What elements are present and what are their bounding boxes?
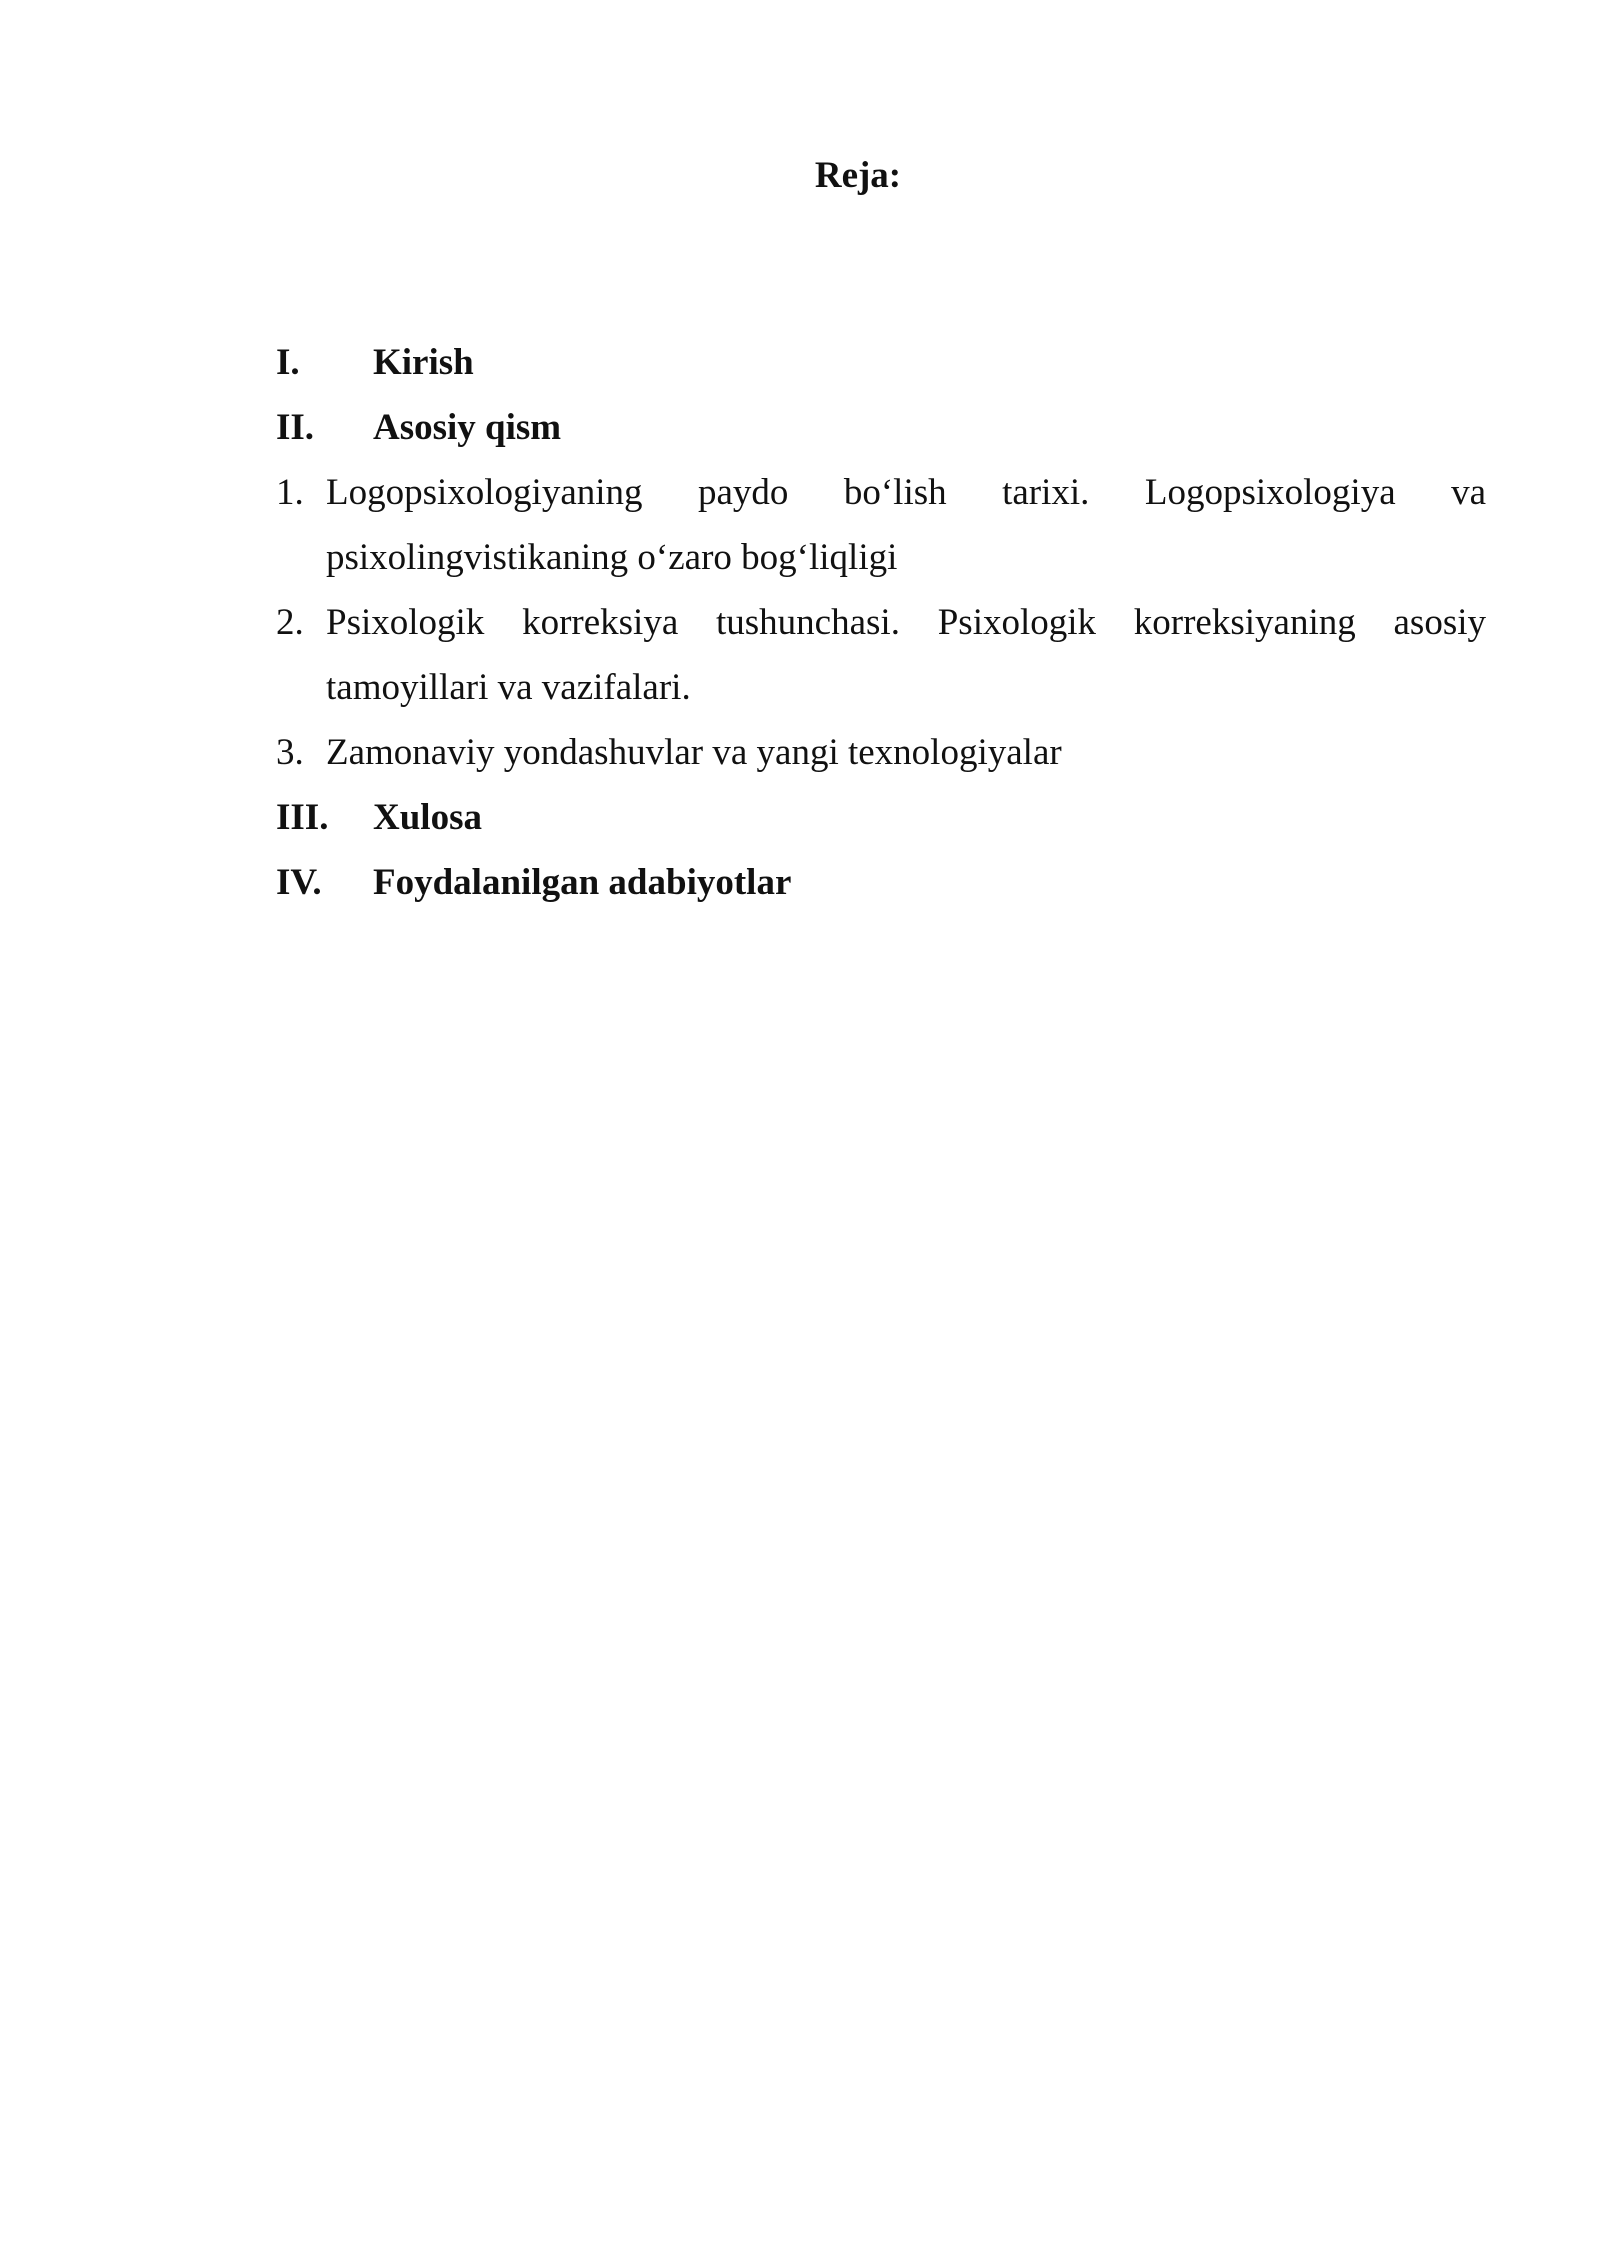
item-text-line: psixolingvistikaning o‘zaro bog‘liqligi	[326, 537, 898, 578]
item-number: 3.	[276, 732, 304, 773]
section-label: Asosiy qism	[373, 407, 562, 448]
item-text-line: Logopsixologiyaning paydo bo‘lish tarixi. Logopsixologiya va	[326, 472, 1486, 513]
section-marker: II.	[276, 407, 315, 448]
plan-section-conclusion	[276, 785, 1486, 850]
page-title: Reja:	[814, 155, 902, 196]
plan-list	[276, 330, 1486, 915]
item-text-line: Zamonaviy yondashuvlar va yangi texnologiyalar	[326, 732, 1062, 773]
plan-item-3	[276, 720, 1486, 785]
plan-section-introduction	[276, 330, 1486, 395]
plan-section-main-part	[276, 395, 1486, 460]
section-label: Foydalanilgan adabiyotlar	[373, 862, 792, 903]
item-text-line: Psixologik korreksiya tushunchasi. Psixologik korreksiyaning asosiy	[326, 602, 1486, 643]
section-marker: IV.	[276, 862, 322, 903]
item-number: 1.	[276, 472, 304, 513]
plan-item-1	[276, 460, 1486, 590]
section-label: Kirish	[373, 342, 474, 383]
section-marker: III.	[276, 797, 329, 838]
section-marker: I.	[276, 342, 300, 383]
section-label: Xulosa	[373, 797, 482, 838]
item-number: 2.	[276, 602, 304, 643]
item-text-line: tamoyillari va vazifalari.	[326, 667, 691, 708]
plan-item-2	[276, 590, 1486, 720]
plan-section-references	[276, 850, 1486, 915]
